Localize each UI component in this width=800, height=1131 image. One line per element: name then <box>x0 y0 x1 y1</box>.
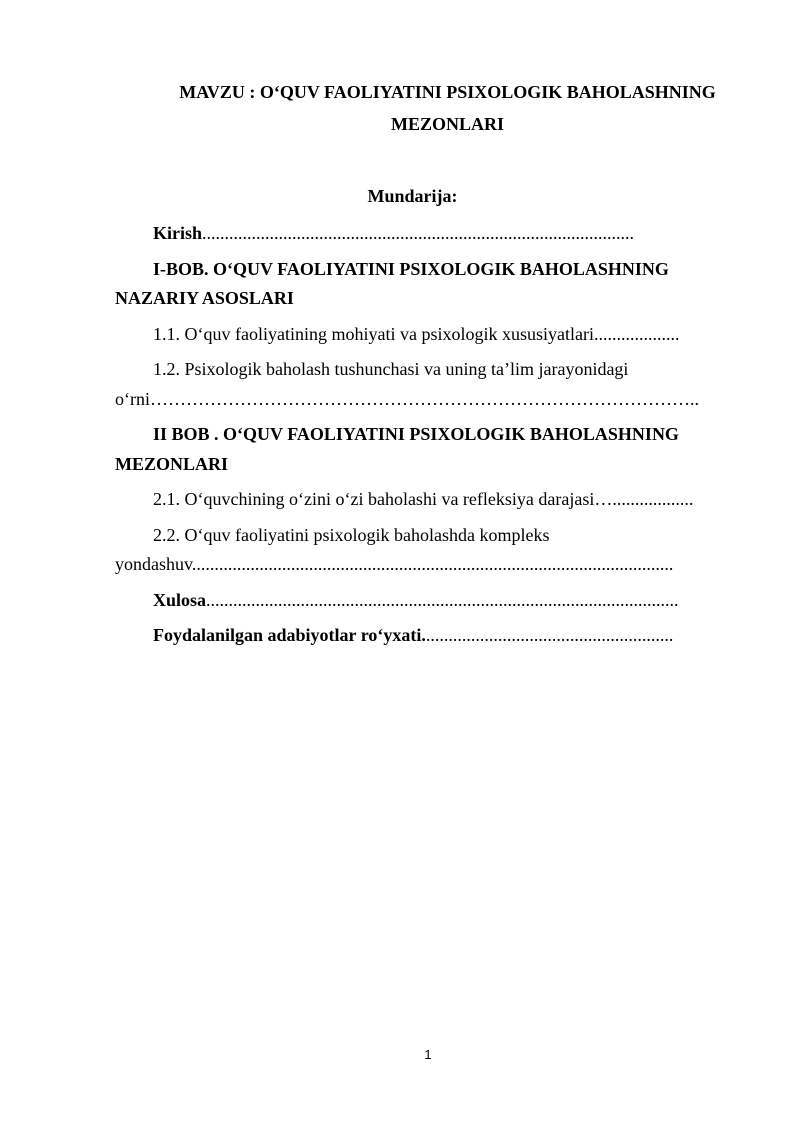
toc-leader-dots: ................................................................................................ <box>202 223 635 243</box>
toc-entry-conclusion <box>115 586 710 616</box>
toc-entry-title: Kirish <box>153 223 203 243</box>
toc-leader-dots: ....................................................... <box>425 625 674 645</box>
toc-leader-dots: ….................. <box>594 489 694 509</box>
document-topic: MAVZU : O‘QUV FAOLIYATINI PSIXOLOGIK BAHOLASHNING MEZONLARI <box>179 82 716 134</box>
toc-heading: Mundarija: <box>367 186 458 206</box>
toc-entry-title: I-BOB. O‘QUV FAOLIYATINI PSIXOLOGIK BAHOLASHNING NAZARIY ASOSLARI <box>115 258 669 308</box>
page-number: 1 <box>424 1047 432 1062</box>
toc-entry-title: Xulosa <box>153 589 207 610</box>
toc-entry-title: 2.1. O‘quvchining o‘zini o‘zi baholashi va refleksiya darajasi <box>153 489 595 509</box>
table-of-contents <box>115 219 710 657</box>
toc-entry-title: 1.1. O‘quv faoliyatining mohiyati va psixologik xususiyatlari <box>153 323 594 344</box>
toc-leader-dots: ........................................................................................................... <box>191 554 674 574</box>
toc-leader-dots: ................... <box>593 323 680 344</box>
toc-entry-references <box>115 621 710 651</box>
toc-entry-chapter-1 <box>115 255 710 314</box>
toc-entry-section-2-2 <box>115 521 710 580</box>
toc-leader-dots: ......................................................................................................... <box>206 589 679 610</box>
toc-entry-title: 2.2. O‘quv faoliyatini psixologik baholashda kompleks yondashuv <box>115 524 550 574</box>
toc-entry-title: 1.2. Psixologik baholash tushunchasi va uning ta’lim jarayonidagi o‘rni <box>115 359 629 409</box>
toc-leader-dots: ……………………………………………………………………………….. <box>150 388 699 409</box>
toc-entry-chapter-2 <box>115 420 710 479</box>
toc-entry-section-1-2 <box>115 355 710 414</box>
toc-entry-title: Foydalanilgan adabiyotlar ro‘yxati. <box>153 625 426 645</box>
toc-entry-section-2-1 <box>115 485 710 515</box>
toc-entry-introduction <box>115 219 710 249</box>
toc-entry-section-1-1 <box>115 320 710 350</box>
toc-entry-title: II BOB . O‘QUV FAOLIYATINI PSIXOLOGIK BAHOLASHNING MEZONLARI <box>115 424 679 474</box>
